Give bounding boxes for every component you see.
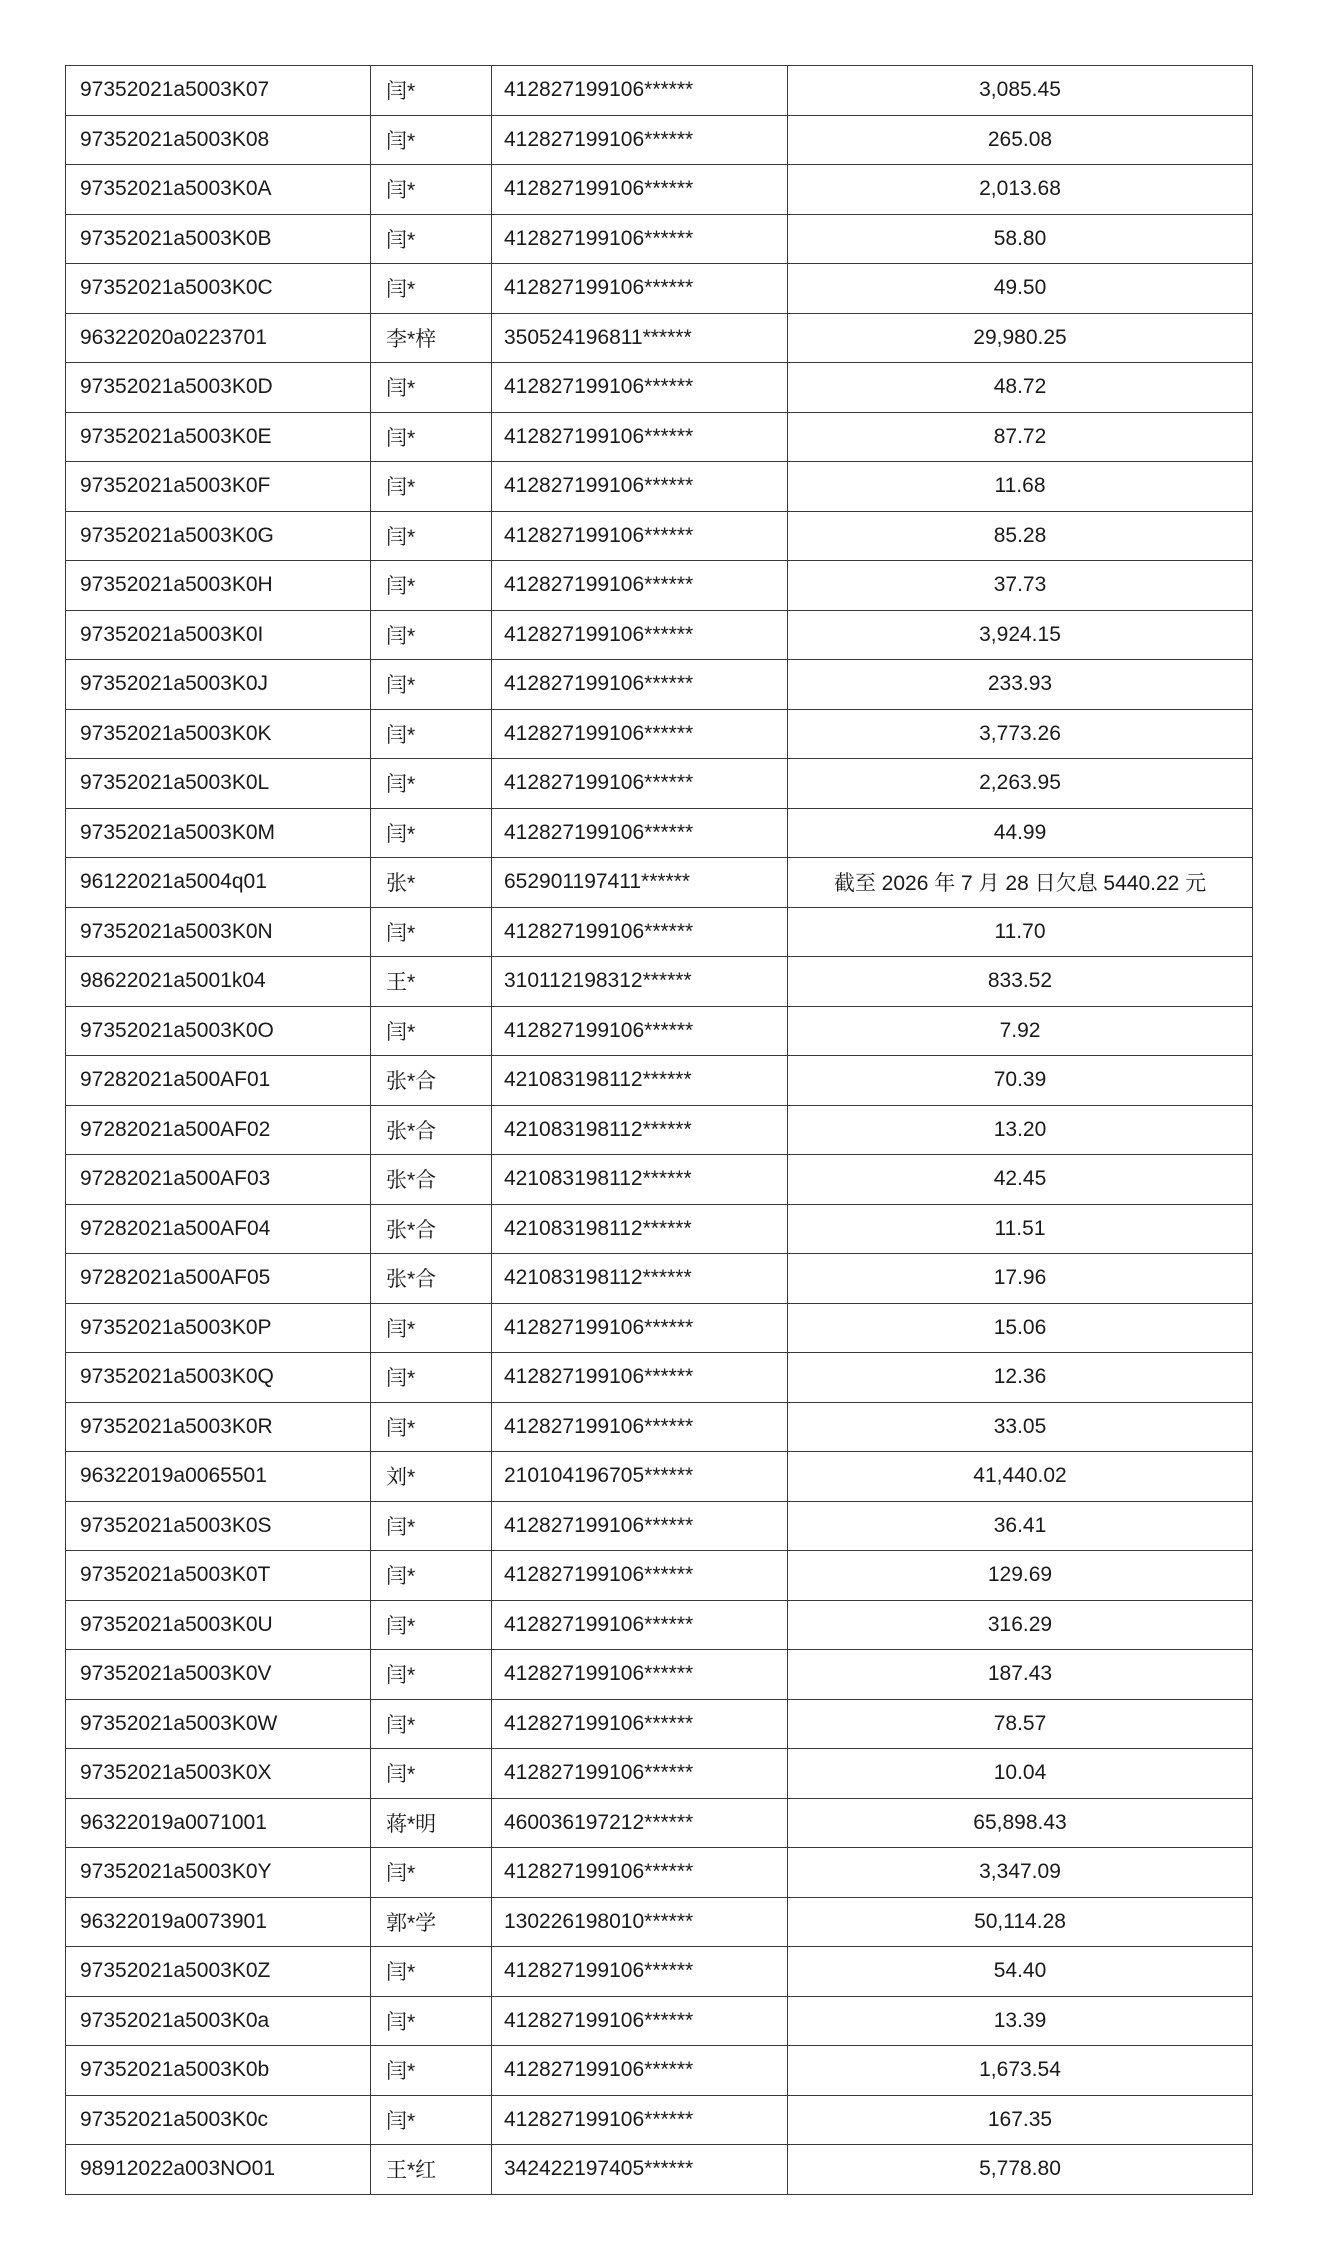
loan-id-cell: 97352021a5003K0a (66, 1996, 371, 2046)
amount-cell: 1,673.54 (788, 2046, 1253, 2096)
borrower-name-cell: 闫* (371, 66, 492, 116)
table-row (66, 1798, 1253, 1848)
borrower-name-cell: 闫* (371, 412, 492, 462)
table-row (66, 561, 1253, 611)
id-number-cell: 412827199106****** (492, 511, 788, 561)
borrower-name-cell: 王*红 (371, 2145, 492, 2195)
amount-cell: 833.52 (788, 957, 1253, 1007)
borrower-name-cell: 王* (371, 957, 492, 1007)
table-row (66, 1056, 1253, 1106)
amount-cell: 42.45 (788, 1155, 1253, 1205)
table-row (66, 907, 1253, 957)
table-row (66, 1947, 1253, 1997)
loan-id-cell: 97282021a500AF04 (66, 1204, 371, 1254)
id-number-cell: 412827199106****** (492, 1947, 788, 1997)
amount-cell: 15.06 (788, 1303, 1253, 1353)
loan-id-cell: 97352021a5003K0J (66, 660, 371, 710)
table-row (66, 1848, 1253, 1898)
amount-cell: 49.50 (788, 264, 1253, 314)
id-number-cell: 421083198112****** (492, 1105, 788, 1155)
loan-id-cell: 97352021a5003K0b (66, 2046, 371, 2096)
amount-cell: 41,440.02 (788, 1452, 1253, 1502)
table-row (66, 808, 1253, 858)
borrower-name-cell: 张*合 (371, 1204, 492, 1254)
loan-id-cell: 97352021a5003K0C (66, 264, 371, 314)
loan-id-cell: 97352021a5003K0T (66, 1551, 371, 1601)
loan-id-cell: 96322019a0071001 (66, 1798, 371, 1848)
table-row (66, 1204, 1253, 1254)
amount-cell: 2,263.95 (788, 759, 1253, 809)
amount-cell: 11.70 (788, 907, 1253, 957)
amount-cell: 87.72 (788, 412, 1253, 462)
id-number-cell: 412827199106****** (492, 660, 788, 710)
id-number-cell: 210104196705****** (492, 1452, 788, 1502)
borrower-name-cell: 闫* (371, 610, 492, 660)
id-number-cell: 412827199106****** (492, 115, 788, 165)
amount-cell: 3,773.26 (788, 709, 1253, 759)
borrower-name-cell: 刘* (371, 1452, 492, 1502)
amount-cell: 17.96 (788, 1254, 1253, 1304)
borrower-name-cell: 闫* (371, 1699, 492, 1749)
loan-id-cell: 97352021a5003K0c (66, 2095, 371, 2145)
amount-cell: 36.41 (788, 1501, 1253, 1551)
loan-id-cell: 97352021a5003K07 (66, 66, 371, 116)
amount-cell: 85.28 (788, 511, 1253, 561)
loan-id-cell: 98912022a003NO01 (66, 2145, 371, 2195)
borrower-name-cell: 闫* (371, 1402, 492, 1452)
loan-id-cell: 97352021a5003K0K (66, 709, 371, 759)
id-number-cell: 412827199106****** (492, 1848, 788, 1898)
borrower-name-cell: 闫* (371, 214, 492, 264)
amount-cell: 5,778.80 (788, 2145, 1253, 2195)
loan-id-cell: 97352021a5003K08 (66, 115, 371, 165)
borrower-name-cell: 闫* (371, 660, 492, 710)
id-number-cell: 412827199106****** (492, 709, 788, 759)
amount-cell: 13.20 (788, 1105, 1253, 1155)
table-row (66, 2145, 1253, 2195)
borrower-name-cell: 闫* (371, 1600, 492, 1650)
amount-cell: 58.80 (788, 214, 1253, 264)
table-row (66, 313, 1253, 363)
id-number-cell: 412827199106****** (492, 2095, 788, 2145)
amount-cell: 截至 2026 年 7 月 28 日欠息 5440.22 元 (788, 858, 1253, 908)
id-number-cell: 460036197212****** (492, 1798, 788, 1848)
id-number-cell: 412827199106****** (492, 1402, 788, 1452)
id-number-cell: 421083198112****** (492, 1056, 788, 1106)
table-row (66, 1501, 1253, 1551)
borrower-name-cell: 闫* (371, 2095, 492, 2145)
borrower-name-cell: 张* (371, 858, 492, 908)
amount-cell: 7.92 (788, 1006, 1253, 1056)
borrower-name-cell: 闫* (371, 1501, 492, 1551)
borrower-name-cell: 闫* (371, 1006, 492, 1056)
id-number-cell: 412827199106****** (492, 462, 788, 512)
borrower-name-cell: 闫* (371, 462, 492, 512)
id-number-cell: 412827199106****** (492, 610, 788, 660)
table-row (66, 1600, 1253, 1650)
amount-cell: 37.73 (788, 561, 1253, 611)
table-row (66, 1452, 1253, 1502)
table-row (66, 1551, 1253, 1601)
id-number-cell: 130226198010****** (492, 1897, 788, 1947)
borrower-name-cell: 闫* (371, 2046, 492, 2096)
loan-id-cell: 97352021a5003K0X (66, 1749, 371, 1799)
amount-cell: 10.04 (788, 1749, 1253, 1799)
table-row (66, 610, 1253, 660)
borrower-name-cell: 蒋*明 (371, 1798, 492, 1848)
loan-id-cell: 97352021a5003K0W (66, 1699, 371, 1749)
borrower-name-cell: 闫* (371, 264, 492, 314)
borrower-name-cell: 闫* (371, 759, 492, 809)
loan-id-cell: 97352021a5003K0D (66, 363, 371, 413)
id-number-cell: 342422197405****** (492, 2145, 788, 2195)
borrower-name-cell: 李*梓 (371, 313, 492, 363)
table-row (66, 2046, 1253, 2096)
table-row (66, 759, 1253, 809)
amount-cell: 187.43 (788, 1650, 1253, 1700)
loan-id-cell: 97352021a5003K0A (66, 165, 371, 215)
table-row (66, 115, 1253, 165)
amount-cell: 12.36 (788, 1353, 1253, 1403)
id-number-cell: 412827199106****** (492, 1749, 788, 1799)
table-row (66, 264, 1253, 314)
table-row (66, 709, 1253, 759)
table-row (66, 1749, 1253, 1799)
id-number-cell: 310112198312****** (492, 957, 788, 1007)
id-number-cell: 412827199106****** (492, 1551, 788, 1601)
amount-cell: 233.93 (788, 660, 1253, 710)
borrower-name-cell: 张*合 (371, 1056, 492, 1106)
table-row (66, 66, 1253, 116)
id-number-cell: 412827199106****** (492, 1006, 788, 1056)
amount-cell: 167.35 (788, 2095, 1253, 2145)
amount-cell: 3,347.09 (788, 1848, 1253, 1898)
amount-cell: 11.68 (788, 462, 1253, 512)
id-number-cell: 412827199106****** (492, 759, 788, 809)
id-number-cell: 412827199106****** (492, 66, 788, 116)
borrower-name-cell: 张*合 (371, 1105, 492, 1155)
id-number-cell: 412827199106****** (492, 1600, 788, 1650)
loan-id-cell: 96322019a0073901 (66, 1897, 371, 1947)
amount-cell: 3,085.45 (788, 66, 1253, 116)
loan-id-cell: 97352021a5003K0U (66, 1600, 371, 1650)
table-row (66, 1254, 1253, 1304)
loan-id-cell: 97352021a5003K0Z (66, 1947, 371, 1997)
borrower-name-cell: 闫* (371, 561, 492, 611)
loan-id-cell: 97352021a5003K0V (66, 1650, 371, 1700)
id-number-cell: 421083198112****** (492, 1204, 788, 1254)
borrower-name-cell: 张*合 (371, 1155, 492, 1205)
amount-cell: 48.72 (788, 363, 1253, 413)
id-number-cell: 412827199106****** (492, 1650, 788, 1700)
table-body (66, 66, 1253, 2195)
borrower-name-cell: 闫* (371, 1551, 492, 1601)
loan-id-cell: 97352021a5003K0Q (66, 1353, 371, 1403)
table-row (66, 363, 1253, 413)
amount-cell: 65,898.43 (788, 1798, 1253, 1848)
amount-cell: 33.05 (788, 1402, 1253, 1452)
table-row (66, 2095, 1253, 2145)
loan-id-cell: 97352021a5003K0I (66, 610, 371, 660)
amount-cell: 70.39 (788, 1056, 1253, 1106)
id-number-cell: 412827199106****** (492, 214, 788, 264)
borrower-name-cell: 闫* (371, 1749, 492, 1799)
table-row (66, 1155, 1253, 1205)
loan-id-cell: 97352021a5003K0L (66, 759, 371, 809)
amount-cell: 29,980.25 (788, 313, 1253, 363)
borrower-name-cell: 闫* (371, 1303, 492, 1353)
table-row (66, 1006, 1253, 1056)
id-number-cell: 421083198112****** (492, 1155, 788, 1205)
borrower-name-cell: 闫* (371, 1650, 492, 1700)
table-row (66, 660, 1253, 710)
id-number-cell: 412827199106****** (492, 1699, 788, 1749)
loan-id-cell: 96122021a5004q01 (66, 858, 371, 908)
borrower-name-cell: 闫* (371, 907, 492, 957)
table-row (66, 214, 1253, 264)
amount-cell: 54.40 (788, 1947, 1253, 1997)
amount-cell: 44.99 (788, 808, 1253, 858)
loan-id-cell: 97352021a5003K0N (66, 907, 371, 957)
table-row (66, 462, 1253, 512)
table-row (66, 957, 1253, 1007)
amount-cell: 316.29 (788, 1600, 1253, 1650)
amount-cell: 50,114.28 (788, 1897, 1253, 1947)
id-number-cell: 412827199106****** (492, 808, 788, 858)
amount-cell: 129.69 (788, 1551, 1253, 1601)
borrower-name-cell: 闫* (371, 511, 492, 561)
borrower-name-cell: 张*合 (371, 1254, 492, 1304)
table-row (66, 1996, 1253, 2046)
amount-cell: 2,013.68 (788, 165, 1253, 215)
id-number-cell: 412827199106****** (492, 2046, 788, 2096)
borrower-name-cell: 闫* (371, 1848, 492, 1898)
borrower-name-cell: 闫* (371, 808, 492, 858)
table-row (66, 1353, 1253, 1403)
amount-cell: 13.39 (788, 1996, 1253, 2046)
amount-cell: 3,924.15 (788, 610, 1253, 660)
loan-id-cell: 97352021a5003K0E (66, 412, 371, 462)
id-number-cell: 412827199106****** (492, 1353, 788, 1403)
loan-id-cell: 97282021a500AF01 (66, 1056, 371, 1106)
borrower-name-cell: 闫* (371, 115, 492, 165)
loan-id-cell: 97352021a5003K0P (66, 1303, 371, 1353)
borrower-name-cell: 闫* (371, 363, 492, 413)
loan-id-cell: 97282021a500AF03 (66, 1155, 371, 1205)
id-number-cell: 652901197411****** (492, 858, 788, 908)
id-number-cell: 412827199106****** (492, 1303, 788, 1353)
loan-id-cell: 96322020a0223701 (66, 313, 371, 363)
borrower-name-cell: 闫* (371, 709, 492, 759)
table-row (66, 858, 1253, 908)
table-row (66, 1699, 1253, 1749)
id-number-cell: 412827199106****** (492, 1501, 788, 1551)
table-row (66, 511, 1253, 561)
borrower-name-cell: 郭*学 (371, 1897, 492, 1947)
table-row (66, 165, 1253, 215)
loan-id-cell: 97352021a5003K0B (66, 214, 371, 264)
loan-id-cell: 97352021a5003K0S (66, 1501, 371, 1551)
amount-cell: 11.51 (788, 1204, 1253, 1254)
borrower-name-cell: 闫* (371, 165, 492, 215)
loan-id-cell: 97352021a5003K0R (66, 1402, 371, 1452)
loan-id-cell: 97282021a500AF02 (66, 1105, 371, 1155)
id-number-cell: 350524196811****** (492, 313, 788, 363)
loan-id-cell: 96322019a0065501 (66, 1452, 371, 1502)
loan-id-cell: 97352021a5003K0H (66, 561, 371, 611)
id-number-cell: 412827199106****** (492, 264, 788, 314)
table-row (66, 1402, 1253, 1452)
table-row (66, 1303, 1253, 1353)
borrower-name-cell: 闫* (371, 1996, 492, 2046)
table-row (66, 1650, 1253, 1700)
loan-id-cell: 97352021a5003K0O (66, 1006, 371, 1056)
id-number-cell: 412827199106****** (492, 561, 788, 611)
amount-cell: 265.08 (788, 115, 1253, 165)
loan-id-cell: 97352021a5003K0F (66, 462, 371, 512)
loan-id-cell: 98622021a5001k04 (66, 957, 371, 1007)
borrower-name-cell: 闫* (371, 1353, 492, 1403)
id-number-cell: 421083198112****** (492, 1254, 788, 1304)
loan-id-cell: 97282021a500AF05 (66, 1254, 371, 1304)
table-row (66, 412, 1253, 462)
id-number-cell: 412827199106****** (492, 412, 788, 462)
amount-cell: 78.57 (788, 1699, 1253, 1749)
id-number-cell: 412827199106****** (492, 907, 788, 957)
borrower-name-cell: 闫* (371, 1947, 492, 1997)
debt-table (65, 65, 1253, 2195)
table-row (66, 1897, 1253, 1947)
loan-id-cell: 97352021a5003K0G (66, 511, 371, 561)
id-number-cell: 412827199106****** (492, 165, 788, 215)
id-number-cell: 412827199106****** (492, 363, 788, 413)
id-number-cell: 412827199106****** (492, 1996, 788, 2046)
loan-id-cell: 97352021a5003K0Y (66, 1848, 371, 1898)
table-row (66, 1105, 1253, 1155)
loan-id-cell: 97352021a5003K0M (66, 808, 371, 858)
